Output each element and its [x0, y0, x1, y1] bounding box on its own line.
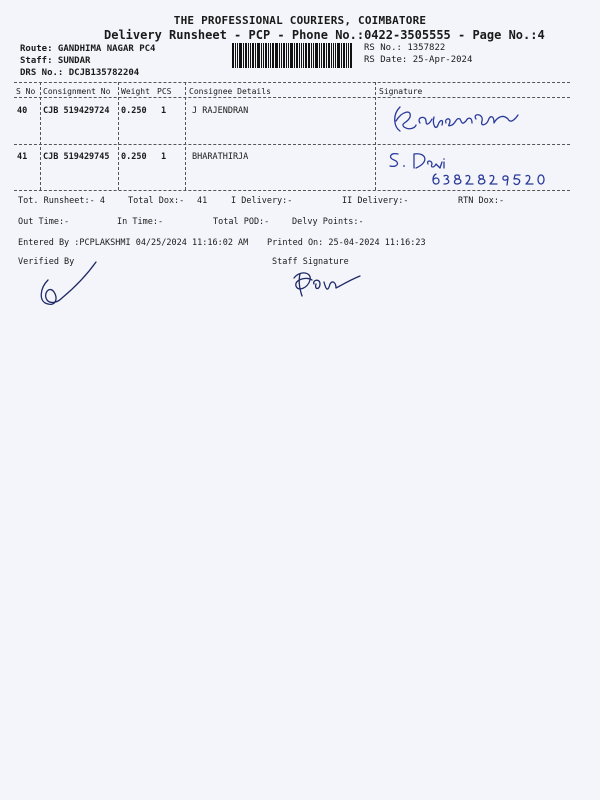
barcode-bar — [263, 43, 264, 68]
barcode-bar — [305, 43, 307, 68]
total-dox-label: Total Dox:- — [128, 196, 185, 206]
rtn-dox: RTN Dox:- — [458, 196, 505, 206]
row-weight: 0.250 — [121, 152, 147, 162]
barcode-bar — [248, 43, 249, 68]
entered-by: Entered By :PCPLAKSHMI 04/25/2024 11:16:02 AM — [18, 238, 249, 248]
barcode-bar — [323, 43, 325, 68]
row-sno: 41 — [17, 152, 28, 162]
i-delivery: I Delivery:- — [231, 196, 293, 206]
barcode-bar — [331, 43, 332, 68]
barcode-bar — [299, 43, 300, 68]
row-sno: 40 — [17, 106, 28, 116]
barcode-bar — [232, 43, 234, 68]
total-dox-value: 41 — [197, 196, 208, 206]
barcode-bar — [346, 43, 347, 68]
table-top-rule — [14, 82, 570, 83]
barcode-bar — [237, 43, 238, 68]
barcode-bar — [308, 43, 310, 68]
barcode-bar — [265, 43, 267, 68]
barcode-bar — [255, 43, 256, 68]
row-consignee: BHARATHIRJA — [192, 152, 249, 162]
barcode-bar — [245, 43, 247, 68]
row-weight: 0.250 — [121, 106, 147, 116]
barcode-bar — [286, 43, 287, 68]
col-divider — [185, 82, 186, 190]
row-pcs: 1 — [161, 152, 167, 162]
barcode-bar — [283, 43, 285, 68]
barcode-bar — [337, 43, 340, 68]
barcode-bar — [279, 43, 280, 68]
barcode-bar — [301, 43, 302, 68]
ii-delivery: II Delivery:- — [342, 196, 409, 206]
barcode-bar — [290, 43, 293, 68]
row-consignee: J RAJENDRAN — [192, 106, 249, 116]
rs-date: RS Date: 25-Apr-2024 — [364, 55, 473, 65]
out-time: Out Time:- — [18, 217, 70, 227]
barcode-bar — [321, 43, 322, 68]
barcode-bar — [333, 43, 334, 68]
barcode-bar — [239, 43, 242, 68]
barcode — [232, 43, 357, 68]
verifier-signature — [34, 258, 104, 310]
barcode-bar — [272, 43, 274, 68]
col-divider — [118, 82, 119, 190]
in-time: In Time:- — [117, 217, 164, 227]
col-header-pcs: PCS — [157, 87, 172, 96]
runsheet-title: Delivery Runsheet - PCP - Phone No.:0422-3505555 - Page No.:4 — [104, 28, 545, 42]
barcode-bar — [315, 43, 318, 68]
col-header-consignee: Consignee Details — [189, 87, 271, 96]
barcode-bar — [350, 43, 352, 68]
barcode-bar — [326, 43, 327, 68]
col-header-weight: Weight — [121, 87, 150, 96]
barcode-bar — [261, 43, 262, 68]
barcode-bar — [335, 43, 336, 68]
barcode-bar — [319, 43, 320, 68]
barcode-bar — [275, 43, 278, 68]
barcode-bar — [281, 43, 282, 68]
recipient-signature — [384, 148, 564, 190]
barcode-bar — [288, 43, 289, 68]
row-consignment: CJB 519429745 — [43, 152, 110, 162]
barcode-bar — [348, 43, 349, 68]
barcode-bar — [257, 43, 260, 68]
recipient-signature — [386, 101, 526, 137]
barcode-bar — [343, 43, 345, 68]
col-header-sno: S No — [16, 87, 36, 96]
total-pod: Total POD:- — [213, 217, 270, 227]
barcode-bar — [296, 43, 298, 68]
col-header-signature: Signature — [379, 87, 423, 96]
barcode-bar — [328, 43, 330, 68]
barcode-bar — [243, 43, 244, 68]
barcode-bar — [303, 43, 304, 68]
barcode-bar — [341, 43, 342, 68]
table-bottom-rule — [14, 190, 570, 191]
barcode-bar — [311, 43, 312, 68]
verified-by-label: Verified By — [18, 257, 75, 267]
barcode-bar — [270, 43, 271, 68]
barcode-bar — [252, 43, 254, 68]
staff-signature-label: Staff Signature — [272, 257, 349, 267]
drs-number: DRS No.: DCJB135782204 — [20, 68, 140, 78]
table-header-rule — [14, 97, 570, 98]
barcode-bar — [294, 43, 295, 68]
total-runsheet: Tot. Runsheet:- 4 — [18, 196, 105, 206]
barcode-bar — [313, 43, 314, 68]
company-name: THE PROFESSIONAL COURIERS, COIMBATORE — [173, 14, 427, 27]
barcode-bar — [250, 43, 251, 68]
row-pcs: 1 — [161, 106, 167, 116]
col-header-consignment: Consignment No — [43, 87, 111, 96]
delivery-points: Delvy Points:- — [292, 217, 364, 227]
row-separator — [14, 144, 570, 145]
row-consignment: CJB 519429724 — [43, 106, 110, 116]
barcode-bar — [268, 43, 269, 68]
col-divider — [40, 82, 41, 190]
barcode-bar — [235, 43, 236, 68]
staff-label: Staff: SUNDAR — [20, 56, 91, 66]
printed-on: Printed On: 25-04-2024 11:16:23 — [267, 238, 426, 248]
col-divider — [375, 82, 376, 190]
staff-signature — [290, 266, 370, 300]
rs-number: RS No.: 1357822 — [364, 43, 446, 53]
route-label: Route: GANDHIMA NAGAR PC4 — [20, 44, 156, 54]
